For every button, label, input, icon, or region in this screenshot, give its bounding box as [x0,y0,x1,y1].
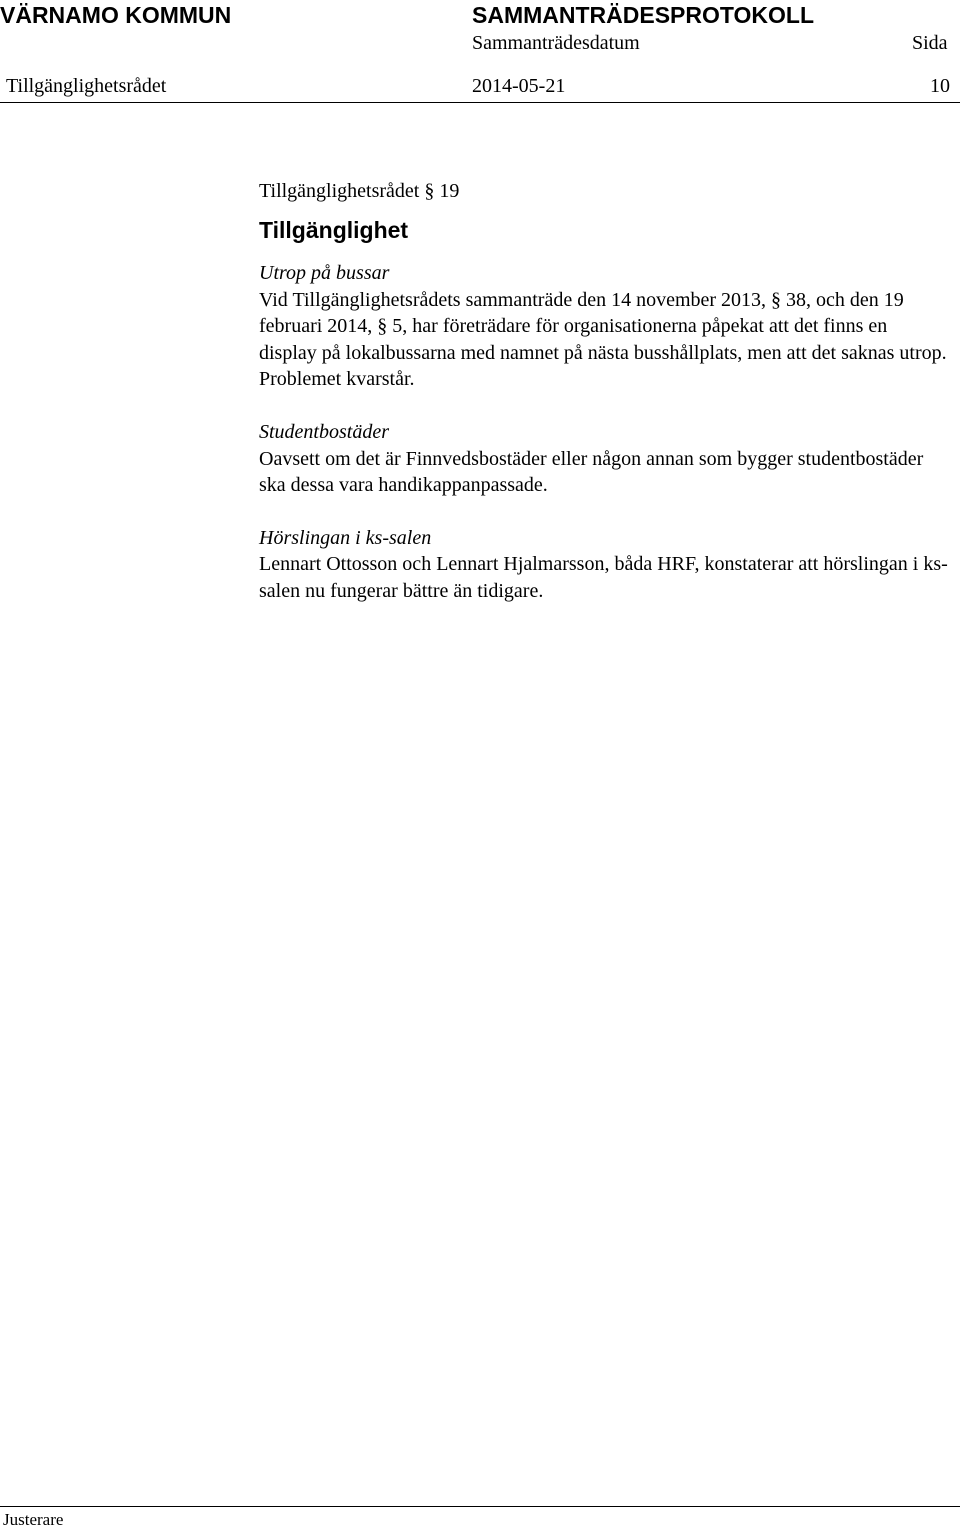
page-number: 10 [930,75,950,97]
date-label: Sammanträdesdatum [472,32,640,54]
item-student-housing [259,419,949,499]
item-hearing-loop [259,525,949,605]
section-title: Tillgänglighet [259,217,409,243]
document-type: SAMMANTRÄDESPROTOKOLL [472,2,815,28]
item-text: Vid Tillgänglighetsrådets sammanträde den 14 november 2013, § 38, och den 19 februari 2014, § 5, har företrädare för organisationerna påpekat att det finns en display på lokalbussarna med namnet på nästa busshållplats, men att det saknas utrop. Problemet kvarstår. [259,288,947,391]
meeting-date: 2014-05-21 [472,75,566,97]
item-text: Lennart Ottosson och Lennart Hjalmarsson, båda HRF, konstaterar att hörslingan i ks-salen nu fungerar bättre än tidigare. [259,553,948,602]
protocol-section [259,178,949,605]
page-label: Sida [912,32,948,54]
item-bus-announcements [259,260,949,393]
adjuster-label: Justerare [3,1510,64,1529]
item-heading: Studentbostäder [259,420,389,443]
municipality-name: VÄRNAMO KOMMUN [0,2,232,28]
footer-divider [0,1506,960,1507]
committee-name: Tillgänglighetsrådet [6,75,167,97]
section-kicker: Tillgänglighetsrådet § 19 [259,180,460,202]
header-divider [0,102,960,103]
item-heading: Utrop på bussar [259,262,390,284]
item-heading: Hörslingan i ks-salen [259,526,432,549]
item-text: Oavsett om det är Finnvedsbostäder eller någon annan som bygger studentbostäder ska dessa vara handikappanpassade. [259,447,924,497]
